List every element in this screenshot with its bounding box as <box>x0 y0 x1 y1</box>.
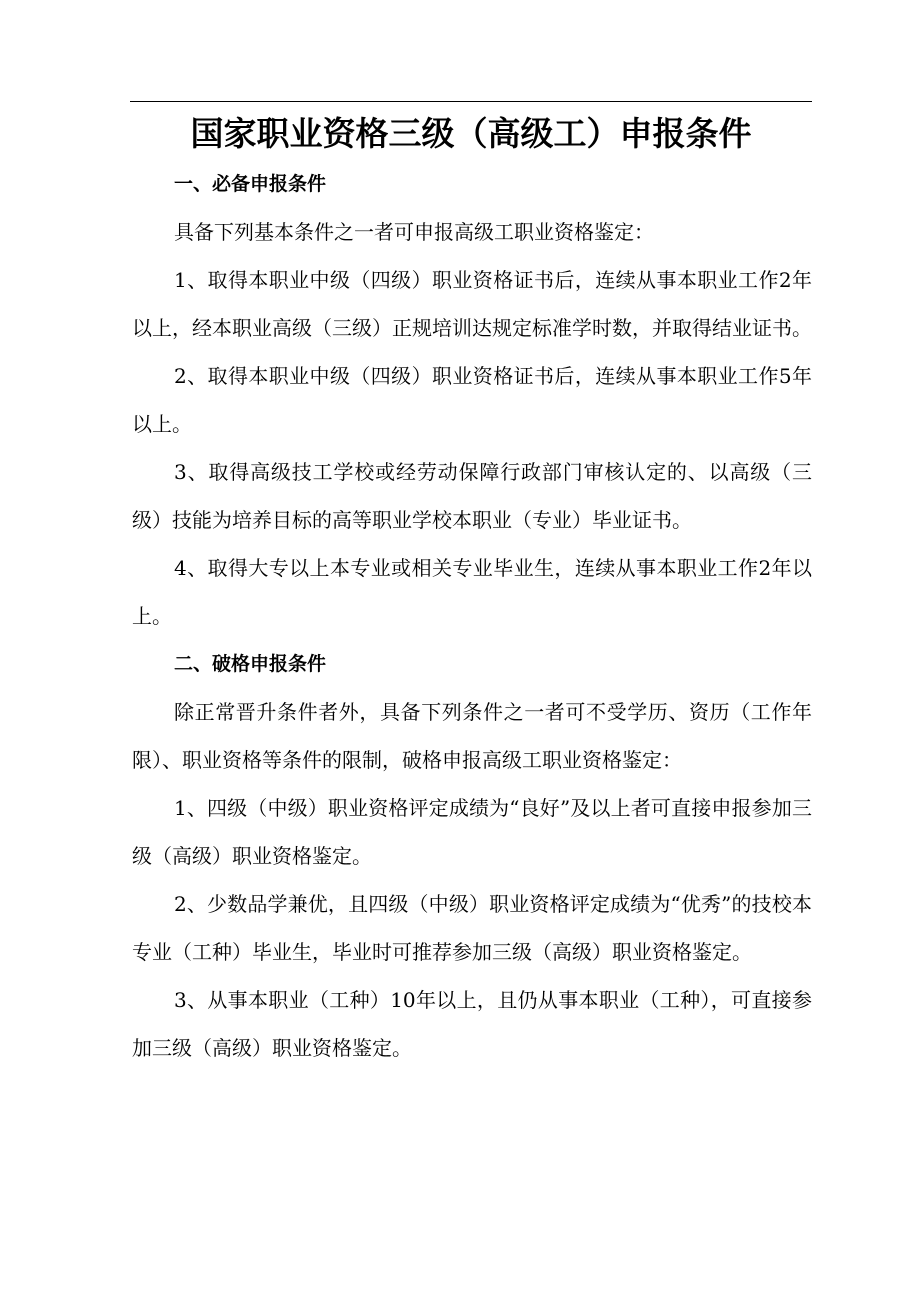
section1-item-2: 2、取得本职业中级（四级）职业资格证书后，连续从事本职业工作5年以上。 <box>132 364 812 436</box>
section2-intro: 除正常晋升条件者外，具备下列条件之一者可不受学历、资历（工作年限）、职业资格等条件的限制，破格申报高级工职业资格鉴定： <box>132 700 812 772</box>
document-title: 国家职业资格三级（高级工）申报条件 <box>190 114 752 153</box>
section2-heading: 二、破格申报条件 <box>174 653 327 675</box>
section1-item-4: 4、取得大专以上本专业或相关专业毕业生，连续从事本职业工作2年以上。 <box>132 556 812 628</box>
section1-heading: 一、必备申报条件 <box>174 173 327 195</box>
section2-item-1: 1、四级（中级）职业资格评定成绩为“良好”及以上者可直接申报参加三级（高级）职业资格鉴定。 <box>132 796 812 868</box>
section1-intro: 具备下列基本条件之一者可申报高级工职业资格鉴定： <box>174 220 654 244</box>
section1-item-3: 3、取得高级技工学校或经劳动保障行政部门审核认定的、以高级（三级）技能为培养目标的高等职业学校本职业（专业）毕业证书。 <box>132 460 812 532</box>
header-rule <box>130 101 812 102</box>
section1-item-1: 1、取得本职业中级（四级）职业资格证书后，连续从事本职业工作2年以上，经本职业高级（三级）正规培训达规定标准学时数，并取得结业证书。 <box>132 268 812 340</box>
document-body <box>132 160 812 1072</box>
section2-item-2: 2、少数品学兼优，且四级（中级）职业资格评定成绩为“优秀”的技校本专业（工种）毕业生，毕业时可推荐参加三级（高级）职业资格鉴定。 <box>132 892 812 964</box>
section2-item-3: 3、从事本职业（工种）10年以上，且仍从事本职业（工种），可直接参加三级（高级）职业资格鉴定。 <box>132 988 812 1060</box>
